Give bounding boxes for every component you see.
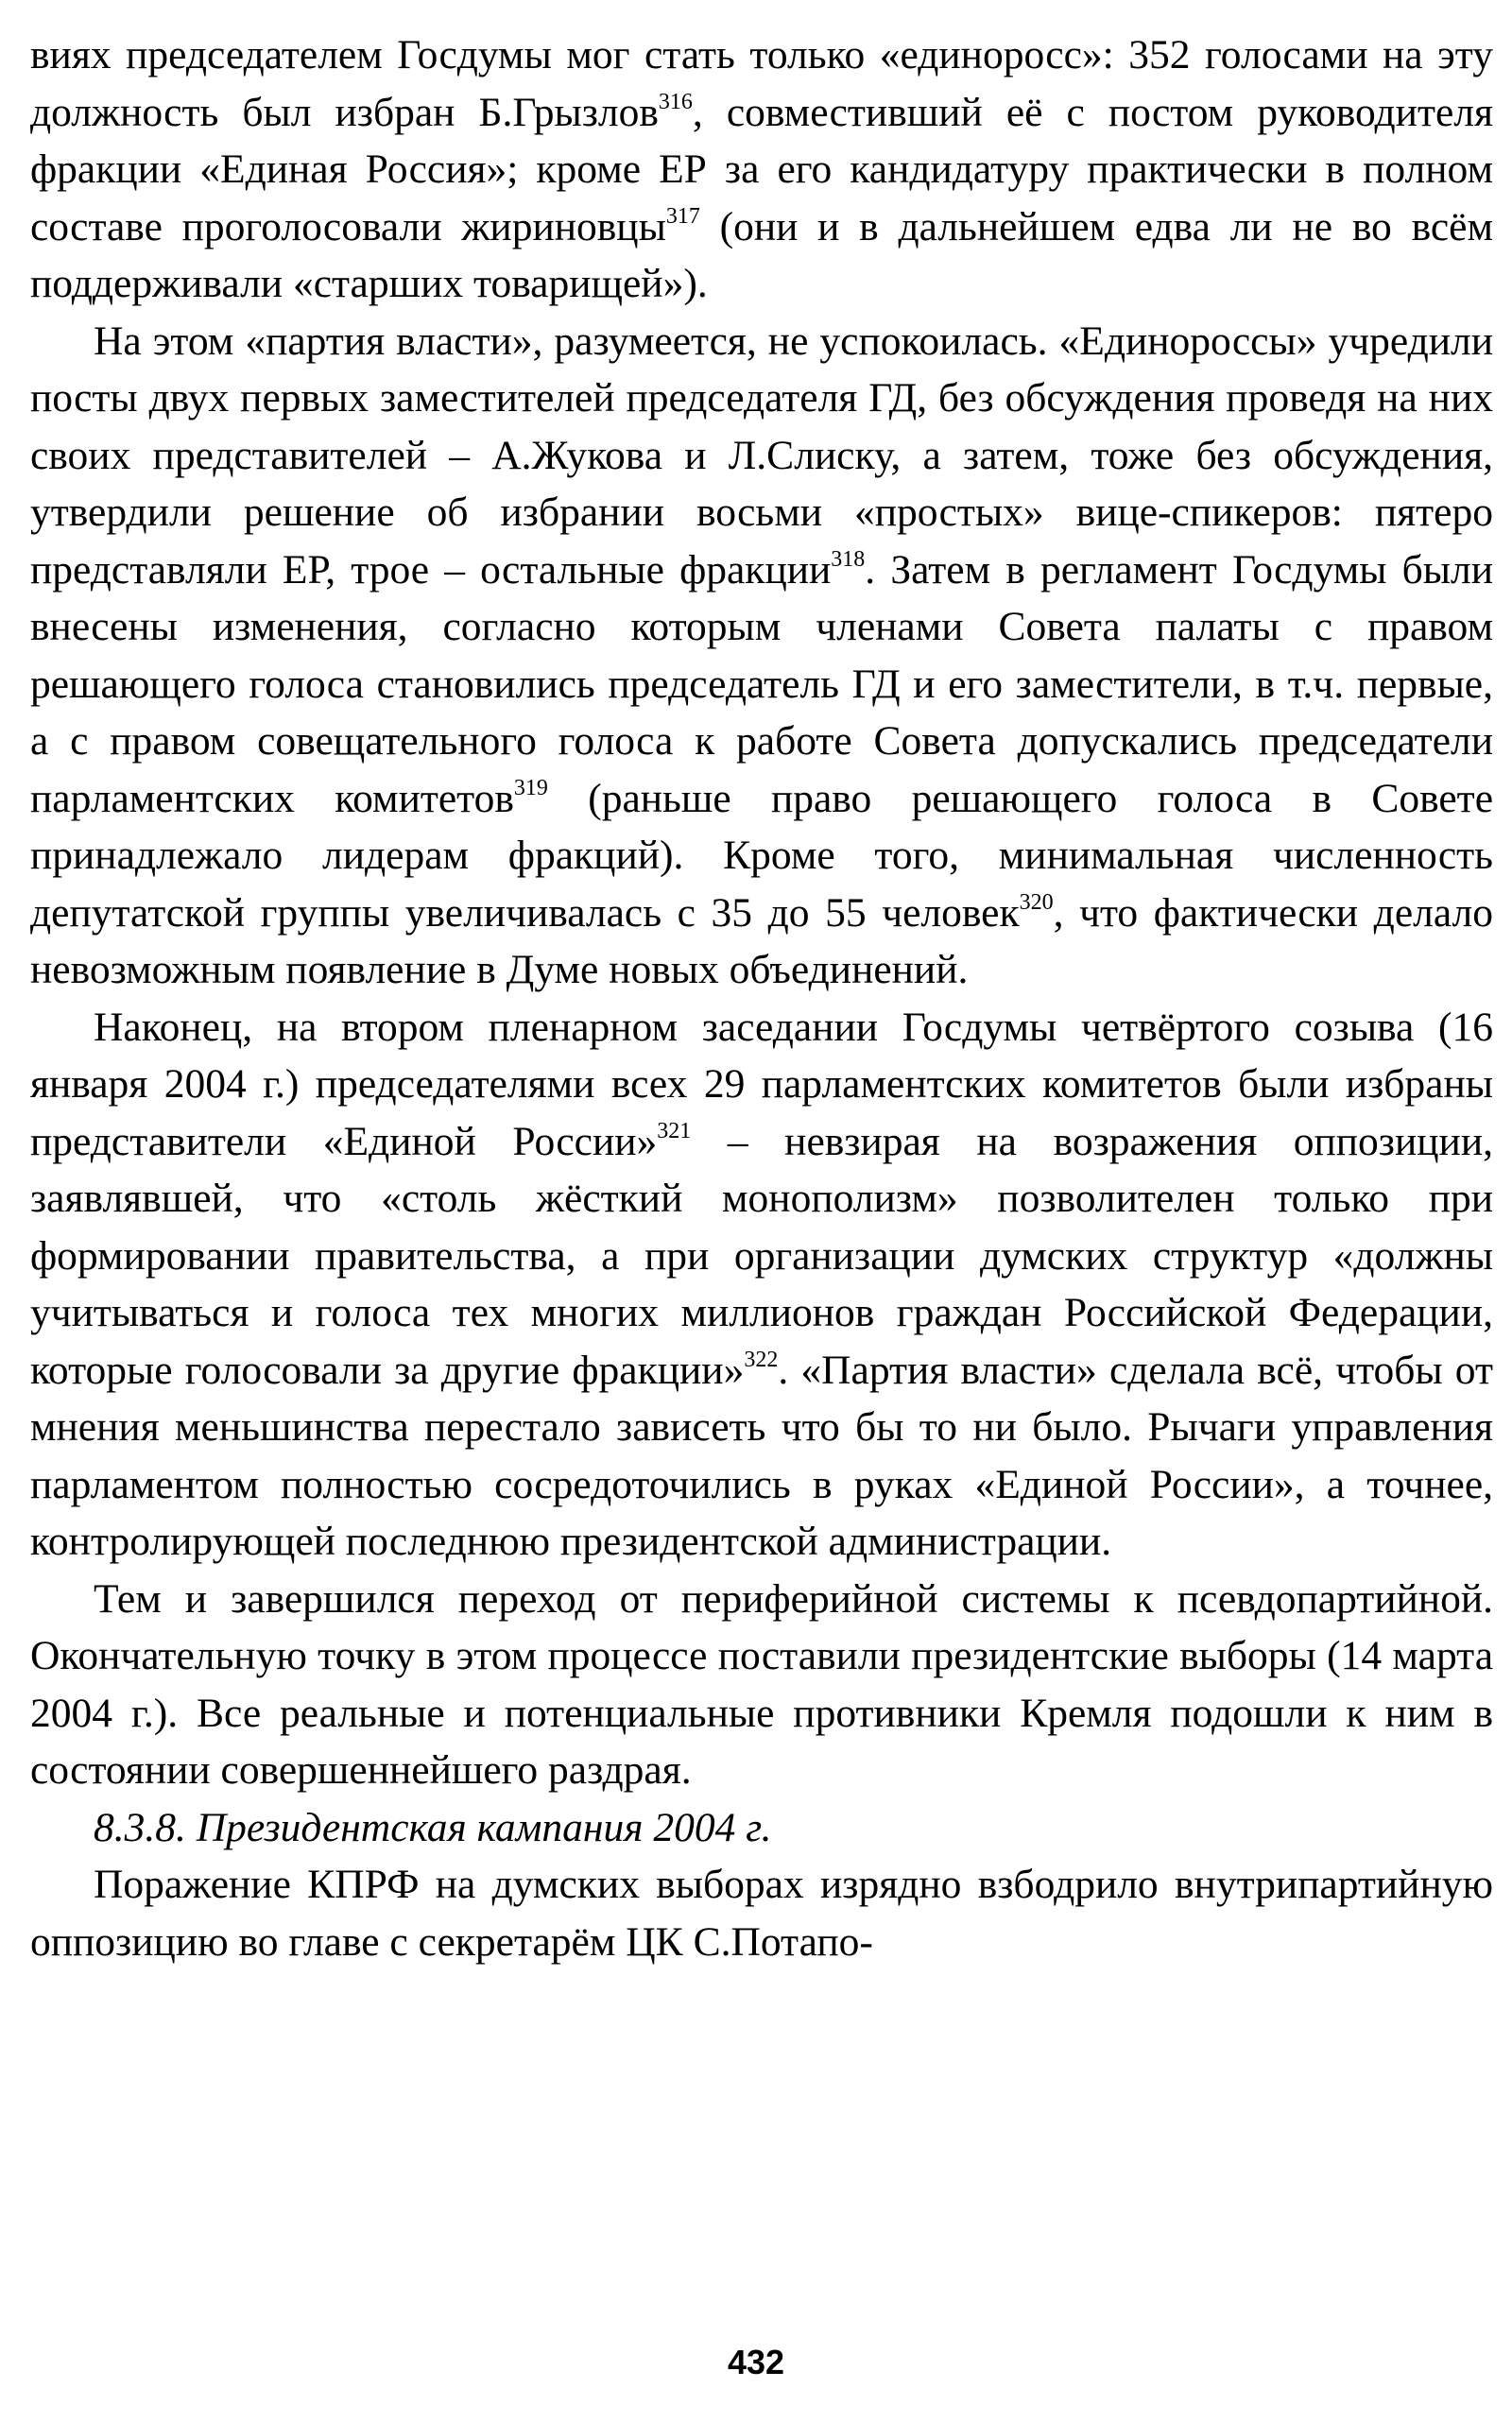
paragraph-2-text-1: На этом «партия власти», разумеется, не успокоилась. «Единороссы» учредили посты двух первых заместителей председателя ГД, без обсуждения проведя на них своих представителей – А.Жукова и Л.Слиску, а затем, тоже без обсуждения, утвердили решение об избрании восьми «простых» вице-спикеров: пятеро представляли ЕР, трое – остальные фракции xyxy=(30,318,1493,593)
footnote-ref-322: 322 xyxy=(744,1347,779,1372)
paragraph-5 xyxy=(30,1856,1493,1970)
paragraph-1-text-1: виях председателем Госдумы мог стать только «единоросс»: 352 голосами на эту должность был избран Б.Грызлов xyxy=(30,32,1493,135)
paragraph-2-text-2: . Затем в регламент Госдумы были внесены изменения, согласно которым членами Совета палаты с правом решающего голоса становились председатель ГД и его заместители, в т.ч. первые, а с правом совещательного голоса к работе Совета допускались председатели парламентских комитетов xyxy=(30,546,1493,821)
paragraph-2-text-4: , что фактически делало невозможным появление в Думе новых объединений. xyxy=(30,889,1493,992)
paragraph-1-text-3: (они и в дальнейшем едва ли не во всём поддерживали «старших товарищей»). xyxy=(30,203,1493,306)
footnote-ref-321: 321 xyxy=(657,1118,692,1143)
paragraph-4-text-1: Тем и завершился переход от периферийной системы к псевдопартийной. Окончательную точку в этом процессе поставили президентские выборы (14 марта 2004 г.). Все реальные и потенциальные противники Кремля подошли к ним в состоянии совершеннейшего раздрая. xyxy=(30,1575,1493,1793)
footnote-ref-320: 320 xyxy=(1019,889,1054,915)
paragraph-1-text-2: , совместивший её с постом руководителя фракции «Единая Россия»; кроме ЕР за его кандидатуру практически в полном составе проголосовали жириновцы xyxy=(30,89,1493,249)
paragraph-3-text-3: . «Партия власти» сделала всё, чтобы от мнения меньшинства перестало зависеть что бы то ни было. Рычаги управления парламентом полностью сосредоточились в руках «Единой России», а точнее, контролирующей последнюю президентской администрации. xyxy=(30,1347,1493,1564)
paragraph-3-text-2: – невзирая на возражения оппозиции, заявлявшей, что «столь жёсткий монополизм» позволителен только при формировании правительства, а при организации думских структур «должны учитываться и голоса тех многих миллионов граждан Российской Федерации, которые голосовали за другие фракции» xyxy=(30,1118,1493,1393)
paragraph-5-text-1: Поражение КПРФ на думских выборах изрядно взбодрило внутрипартийную оппозицию во главе с секретарём ЦК С.Потапо- xyxy=(30,1862,1493,1965)
footnote-ref-318: 318 xyxy=(831,546,866,572)
footnote-ref-317: 317 xyxy=(665,203,700,229)
paragraph-2 xyxy=(30,313,1493,999)
paragraph-3 xyxy=(30,999,1493,1571)
paragraph-2-text-3: (раньше право решающего голоса в Совете принадлежало лидерам фракций). Кроме того, минимальная численность депутатской группы увеличивалась с 35 до 55 человек xyxy=(30,775,1493,936)
paragraph-4 xyxy=(30,1571,1493,1799)
footnote-ref-316: 316 xyxy=(658,89,693,114)
page-number: 432 xyxy=(727,2343,785,2381)
page-body xyxy=(30,26,1493,1970)
paragraph-3-text-1: Наконец, на втором пленарном заседании Госдумы четвёртого созыва (16 января 2004 г.) председателями всех 29 парламентских комитетов были избраны представители «Единой России» xyxy=(30,1004,1493,1164)
section-heading: 8.3.8. Президентская кампания 2004 г. xyxy=(94,1804,772,1850)
footnote-ref-319: 319 xyxy=(513,775,548,800)
paragraph-1 xyxy=(30,26,1493,313)
